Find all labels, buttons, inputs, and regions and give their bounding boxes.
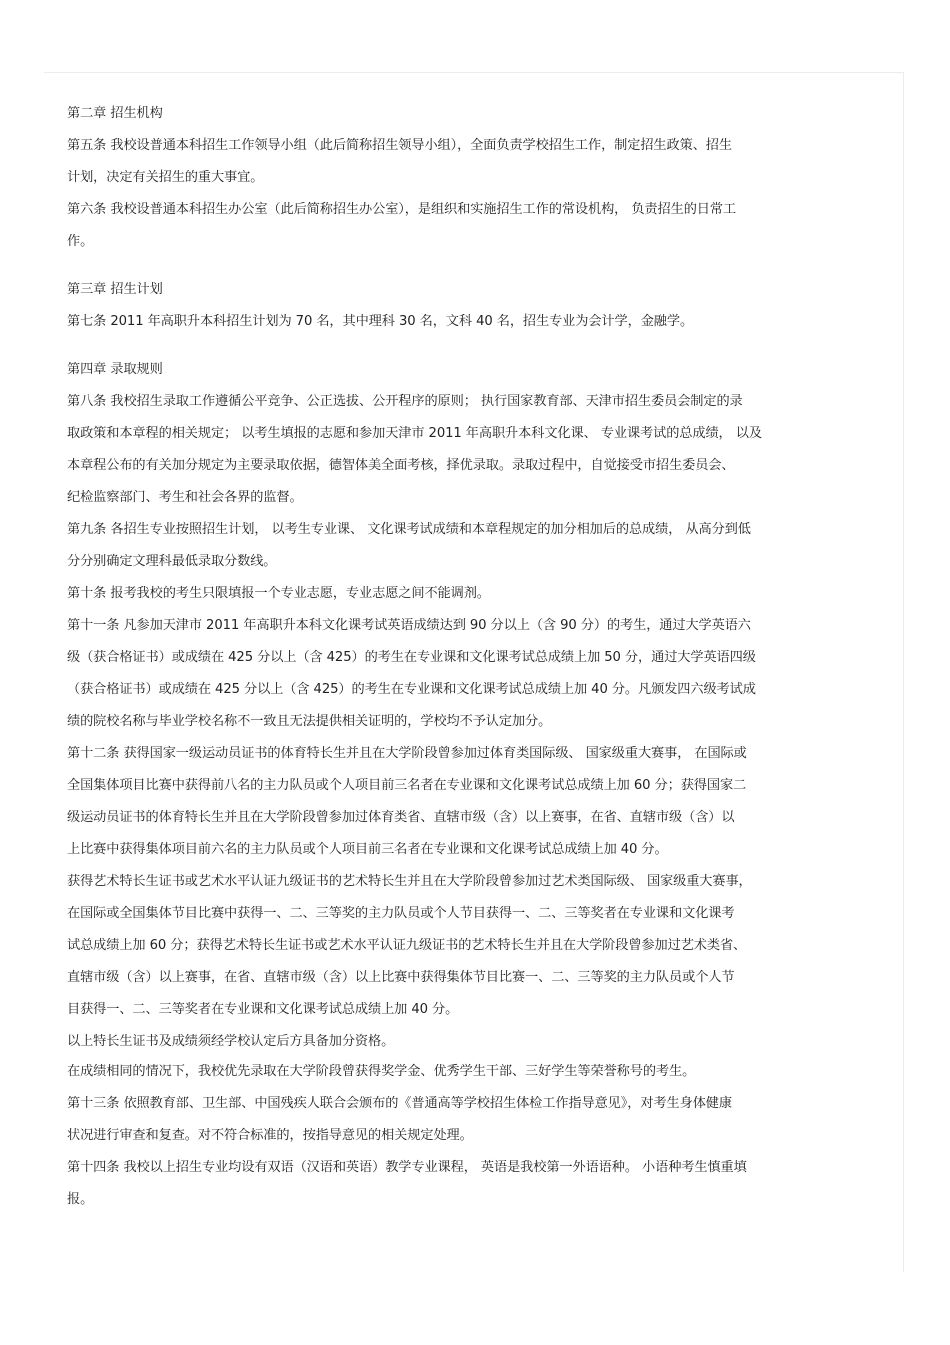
- article-6-line-2: 作。: [67, 234, 94, 249]
- arts-paragraph-line-2: 在国际或全国集体节目比赛中获得一、二、三等奖的主力队员或个人节目获得一、二、三等奖者在专业课和文化课考: [67, 906, 735, 921]
- article-14-line-1: 第十四条 我校以上招生专业均设有双语（汉语和英语）教学专业课程， 英语是我校第一外语语种。 小语种考生慎重填: [67, 1160, 747, 1175]
- certificate-note: 以上特长生证书及成绩须经学校认定后方具备加分资格。: [67, 1034, 395, 1049]
- arts-paragraph-line-3: 试总成绩上加 60 分；获得艺术特长生证书或艺术水平认证九级证书的艺术特长生并且在大学阶段曾参加过艺术类省、: [67, 938, 747, 953]
- article-9-line-2: 分分别确定文理科最低录取分数线。: [67, 554, 277, 569]
- article-10-line-1: 第十条 报考我校的考生只限填报一个专业志愿，专业志愿之间不能调剂。: [67, 586, 490, 601]
- article-5-line-2: 计划，决定有关招生的重大事宜。: [67, 170, 264, 185]
- article-14-line-2: 报。: [67, 1192, 94, 1207]
- article-5-line-1: 第五条 我校设普通本科招生工作领导小组（此后简称招生领导小组），全面负责学校招生工作，制定招生政策、招生: [67, 138, 732, 153]
- article-12-line-3: 级运动员证书的体育特长生并且在大学阶段曾参加过体育类省、直辖市级（含）以上赛事，在省、直辖市级（含）以: [67, 810, 735, 825]
- article-7-line-1: 第七条 2011 年高职升本科招生计划为 70 名，其中理科 30 名，文科 40 名，招生专业为会计学，金融学。: [67, 314, 694, 329]
- article-11-line-2: 级（获合格证书）或成绩在 425 分以上（含 425）的考生在专业课和文化课考试总成绩上加 50 分，通过大学英语四级: [67, 650, 756, 665]
- article-13-line-1: 第十三条 依照教育部、卫生部、中国残疾人联合会颁布的《普通高等学校招生体检工作指导意见》，对考生身体健康: [67, 1096, 732, 1111]
- chapter-heading-2: 第二章 招生机构: [67, 106, 163, 121]
- article-8-line-1: 第八条 我校招生录取工作遵循公平竞争、公正选拔、公开程序的原则； 执行国家教育部、天津市招生委员会制定的录: [67, 394, 743, 409]
- article-8-line-4: 纪检监察部门、考生和社会各界的监督。: [67, 490, 303, 505]
- chapter-heading-4: 第四章 录取规则: [67, 362, 163, 377]
- article-6-line-1: 第六条 我校设普通本科招生办公室（此后简称招生办公室），是组织和实施招生工作的常设机构， 负责招生的日常工: [67, 202, 737, 217]
- arts-paragraph-line-4: 直辖市级（含）以上赛事，在省、直辖市级（含）以上比赛中获得集体节目比赛一、二、三等奖的主力队员或个人节: [67, 970, 735, 985]
- arts-paragraph-line-5: 目获得一、二、三等奖者在专业课和文化课考试总成绩上加 40 分。: [67, 1002, 459, 1017]
- article-8-line-3: 本章程公布的有关加分规定为主要录取依据，德智体美全面考核，择优录取。录取过程中，自觉接受市招生委员会、: [67, 458, 735, 473]
- document-body: [67, 106, 887, 1224]
- tie-break-rule: 在成绩相同的情况下，我校优先录取在大学阶段曾获得奖学金、优秀学生干部、三好学生等荣誉称号的考生。: [67, 1064, 696, 1079]
- article-12-line-4: 上比赛中获得集体项目前六名的主力队员或个人项目前三名者在专业课和文化课考试总成绩上加 40 分。: [67, 842, 668, 857]
- article-11-line-3: （获合格证书）或成绩在 425 分以上（含 425）的考生在专业课和文化课考试总成绩上加 40 分。凡颁发四六级考试成: [67, 682, 756, 697]
- article-12-line-2: 全国集体项目比赛中获得前八名的主力队员或个人项目前三名者在专业课和文化课考试总成绩上加 60 分；获得国家二: [67, 778, 747, 793]
- arts-paragraph-line-1: 获得艺术特长生证书或艺术水平认证九级证书的艺术特长生并且在大学阶段曾参加过艺术类国际级、 国家级重大赛事，: [67, 874, 752, 889]
- article-12-line-1: 第十二条 获得国家一级运动员证书的体育特长生并且在大学阶段曾参加过体育类国际级、 国家级重大赛事， 在国际或: [67, 746, 747, 761]
- article-11-line-4: 绩的院校名称与毕业学校名称不一致且无法提供相关证明的，学校均不予认定加分。: [67, 714, 552, 729]
- article-11-line-1: 第十一条 凡参加天津市 2011 年高职升本科文化课考试英语成绩达到 90 分以上（含 90 分）的考生，通过大学英语六: [67, 618, 751, 633]
- article-8-line-2: 取政策和本章程的相关规定； 以考生填报的志愿和参加天津市 2011 年高职升本科文化课、 专业课考试的总成绩， 以及: [67, 426, 762, 441]
- chapter-heading-3: 第三章 招生计划: [67, 282, 163, 297]
- article-9-line-1: 第九条 各招生专业按照招生计划， 以考生专业课、 文化课考试成绩和本章程规定的加分相加后的总成绩， 从高分到低: [67, 522, 751, 537]
- article-13-line-2: 状况进行审查和复查。对不符合标准的，按指导意见的相关规定处理。: [67, 1128, 473, 1143]
